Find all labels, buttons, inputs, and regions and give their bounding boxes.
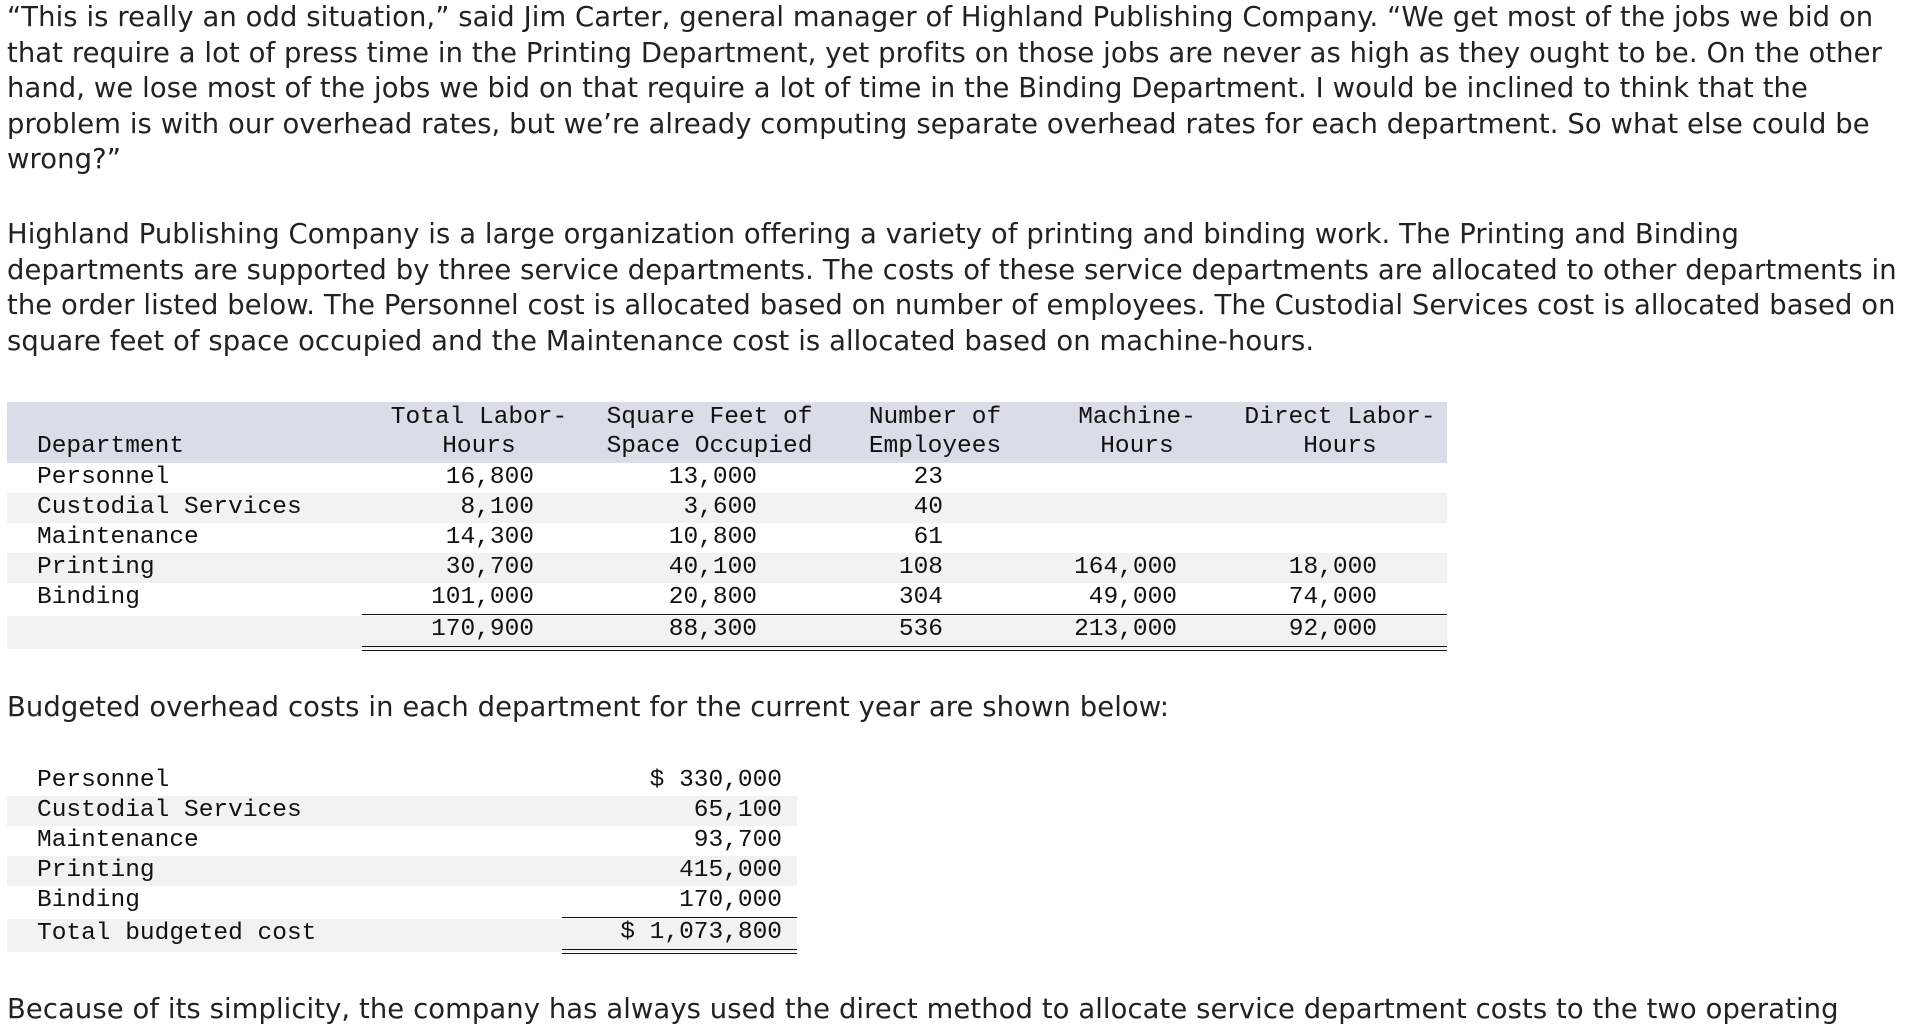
row-department-label: Custodial Services	[37, 494, 302, 521]
total-direct-labor-hours: 92,000	[1288, 616, 1377, 643]
total-double-rule	[362, 646, 1447, 651]
cell-machine-hours: 49,000	[1088, 584, 1177, 611]
total-employees: 536	[898, 616, 943, 643]
header-direct-labor-line1: Direct Labor-	[1244, 404, 1436, 431]
cell-labor-hours: 30,700	[445, 554, 534, 581]
row-department-label: Printing	[37, 554, 155, 581]
total-sqft: 88,300	[668, 616, 757, 643]
header-department: Department	[37, 433, 185, 460]
cell-employees: 108	[898, 554, 943, 581]
budget-row-amount: 415,000	[679, 857, 782, 884]
budget-row-amount: 65,100	[693, 797, 782, 824]
budget-row-label: Custodial Services	[37, 797, 302, 824]
header-labor-hours-line1: Total Labor-	[390, 404, 568, 431]
budget-row-amount: 170,000	[679, 887, 782, 914]
row-department-label: Maintenance	[37, 524, 199, 551]
header-sqft-line1: Square Feet of	[606, 404, 813, 431]
row-department-label: Binding	[37, 584, 140, 611]
budget-row-label: Binding	[37, 887, 140, 914]
cell-employees: 61	[913, 524, 943, 551]
cell-direct-labor-hours: 18,000	[1288, 554, 1377, 581]
cell-direct-labor-hours: 74,000	[1288, 584, 1377, 611]
cell-labor-hours: 8,100	[460, 494, 534, 521]
budget-row-label: Maintenance	[37, 827, 199, 854]
cell-machine-hours: 164,000	[1074, 554, 1177, 581]
header-sqft-line2: Space Occupied	[606, 433, 813, 460]
budget-intro-text: Budgeted overhead costs in each department for the current year are shown below:	[7, 692, 1170, 723]
department-data-table	[7, 402, 1447, 650]
cell-labor-hours: 101,000	[431, 584, 534, 611]
budget-row-amount: 93,700	[693, 827, 782, 854]
direct-method-paragraph: Because of its simplicity, the company has always used the direct method to allocate service department costs to the two operating	[7, 994, 1839, 1025]
budget-row-label: Personnel	[37, 767, 170, 794]
header-machine-hours-line2: Hours	[1100, 433, 1174, 460]
cell-employees: 23	[913, 464, 943, 491]
cell-sqft: 3,600	[683, 494, 757, 521]
cell-sqft: 20,800	[668, 584, 757, 611]
cell-sqft: 10,800	[668, 524, 757, 551]
cell-sqft: 13,000	[668, 464, 757, 491]
header-employees-line2: Employees	[868, 433, 1002, 460]
budget-total-amount: $ 1,073,800	[620, 919, 782, 946]
budget-row-amount: $ 330,000	[649, 767, 782, 794]
header-labor-hours-line2: Hours	[442, 433, 516, 460]
budget-total-label: Total budgeted cost	[37, 920, 317, 947]
total-double-rule	[562, 949, 797, 954]
total-labor-hours: 170,900	[431, 616, 534, 643]
cell-employees: 40	[913, 494, 943, 521]
cell-labor-hours: 14,300	[445, 524, 534, 551]
header-direct-labor-line2: Hours	[1303, 433, 1377, 460]
cell-sqft: 40,100	[668, 554, 757, 581]
intro-paragraph: “This is really an odd situation,” said Jim Carter, general manager of Highland Publishing Company. “We get most of the jobs we bid on that require a lot of press time in the Printing Department, yet profits on those jobs are never as high as they ought to be. On the other hand, we lose most of the jobs we bid on that require a lot of time in the Binding Department. I would be inclined to think that the problem is with our overhead rates, but we’re already computing separate overhead rates for each department. So what else could be wrong?”	[7, 2, 1882, 175]
header-machine-hours-line1: Machine-	[1078, 404, 1196, 431]
budget-row-label: Printing	[37, 857, 155, 884]
total-machine-hours: 213,000	[1074, 616, 1177, 643]
company-description-paragraph: Highland Publishing Company is a large organization offering a variety of printing and binding work. The Printing and Binding departments are supported by three service departments. The costs of these service departments are allocated to other departments in the order listed below. The Personnel cost is allocated based on number of employees. The Custodial Services cost is allocated based on square feet of space occupied and the Maintenance cost is allocated based on machine-hours.	[7, 219, 1897, 357]
cell-labor-hours: 16,800	[445, 464, 534, 491]
budget-cost-table	[7, 766, 797, 958]
row-department-label: Personnel	[37, 464, 170, 491]
header-employees-line1: Number of	[868, 404, 1002, 431]
cell-employees: 304	[898, 584, 943, 611]
